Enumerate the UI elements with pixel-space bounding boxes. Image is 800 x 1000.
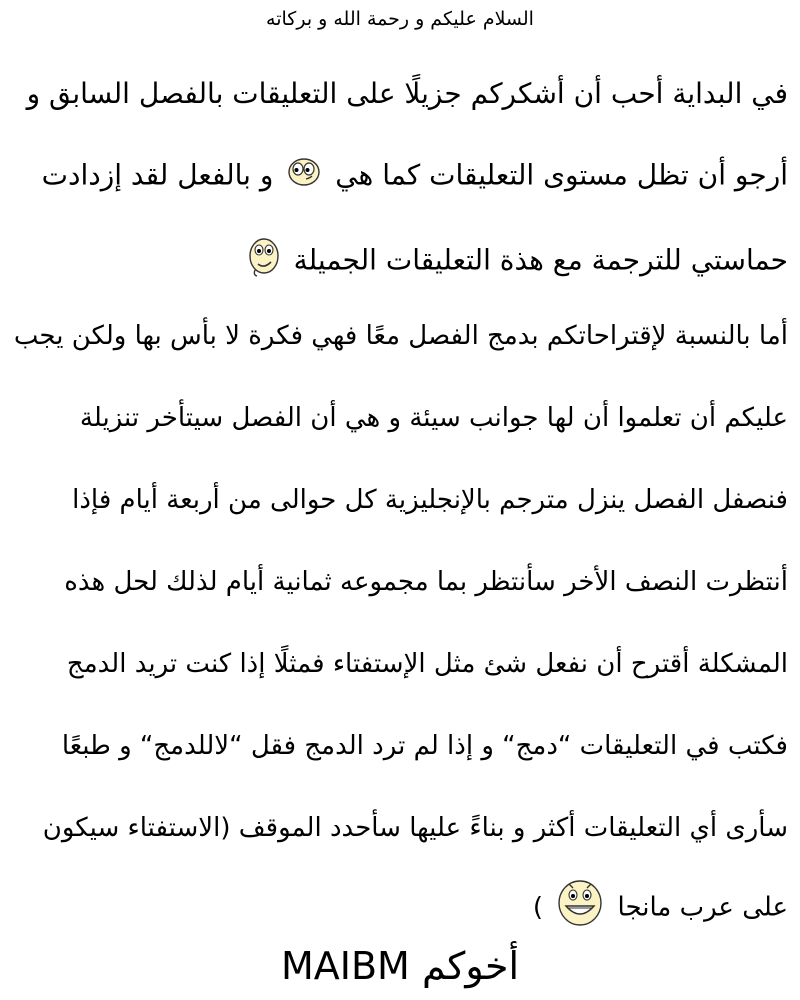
text-line: فكتب في التعليقات “دمج“ و إذا لم ترد الدمج فقل “لاللدمج“ و طبعًا xyxy=(61,731,788,761)
text-line xyxy=(12,876,788,940)
signature-name: MAIBM xyxy=(281,944,410,988)
text-segment: و بالفعل لقد إزدادت xyxy=(41,158,274,192)
text-segment: ) xyxy=(532,892,544,923)
sideways-glance-smiley-icon xyxy=(286,154,322,199)
sly-smiley-icon xyxy=(247,234,281,289)
text-line: سأرى أي التعليقات أكثر و بناءً عليها سأحدد الموقف (الاستفتاء سيكون xyxy=(42,813,788,843)
text-line: عليكم أن تعلموا أن لها جوانب سيئة و هي أن الفصل سيتأخر تنزيلة xyxy=(79,403,788,433)
greeting-heading: السلام عليكم و رحمة الله و بركاته xyxy=(266,8,534,30)
text-line xyxy=(12,154,788,199)
text-line: فنصفل الفصل ينزل مترجم بالإنجليزية كل حوالى من أربعة أيام فإذا xyxy=(72,485,788,515)
text-line: أما بالنسبة لإقتراحاتكم بدمج الفصل معًا فهي فكرة لا بأس بها ولكن يجب xyxy=(13,321,788,351)
text-line: المشكلة أقترح أن نفعل شئ مثل الإستفتاء فمثلًا إذا كنت تريد الدمج xyxy=(66,649,788,679)
text-line xyxy=(12,234,788,289)
grinning-smiley-icon xyxy=(555,876,605,940)
text-segment: حماستي للترجمة مع هذة التعليقات الجميلة xyxy=(293,243,788,277)
text-segment: على عرب مانجا xyxy=(617,892,788,923)
text-segment: أرجو أن تظل مستوى التعليقات كما هي xyxy=(335,158,788,192)
signature-arabic: أخوكم xyxy=(421,944,519,988)
text-line: في البداية أحب أن أشكركم جزيلًا على التعليقات بالفصل السابق و xyxy=(26,77,788,110)
signature xyxy=(0,938,800,994)
text-line: أنتظرت النصف الأخر سأنتظر بما مجموعه ثمانية أيام لذلك لحل هذه xyxy=(64,567,788,597)
